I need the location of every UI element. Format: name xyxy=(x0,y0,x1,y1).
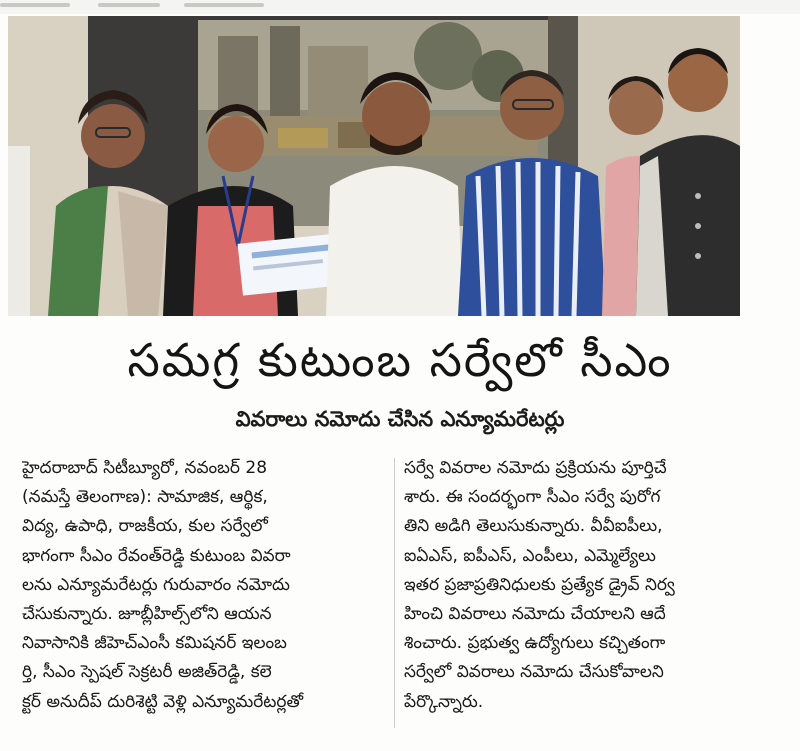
body-line: క్టర్ అనుదీప్ దురిశెట్టి వెళ్లి ఎన్యూమరేటర్లతో xyxy=(22,691,304,712)
body-line: పేర్కొన్నారు. xyxy=(404,691,484,712)
body-line: నివాసానికి జీహెచ్‌ఎంసీ కమిషనర్ ఇలంబ xyxy=(22,633,287,654)
body-line: ఇతర ప్రజాప్రతినిధులకు ప్రత్యేక డ్రైవ్ నిర్వ xyxy=(404,574,675,595)
news-photo xyxy=(8,16,740,316)
body-line: ఐఏఎస్, ఐపీఎస్, ఎంపీలు, ఎమ్మెల్యేలు xyxy=(404,545,656,566)
body-line: చేసుకున్నారు. జూబ్లీహిల్స్‌లోని ఆయన xyxy=(22,604,272,625)
article-body-right-column xyxy=(404,454,760,717)
body-line: (నమస్తే తెలంగాణ): సామాజిక, ఆర్థిక, xyxy=(22,487,268,508)
top-strip-mark xyxy=(0,3,70,7)
body-line: విద్య, ఉపాధి, రాజకీయ, కుల సర్వేలో xyxy=(22,516,268,537)
body-line: సర్వే వివరాల నమోదు ప్రక్రియను పూర్తిచే xyxy=(404,458,667,478)
article-headline: సమగ్ర కుటుంబ సర్వేలో సీఎం xyxy=(127,333,673,387)
top-strip-mark xyxy=(98,3,160,7)
body-line: హించి వివరాలు నమోదు చేయాలని ఆదే xyxy=(404,604,666,625)
body-line: లను ఎన్యూమరేటర్లు గురువారం నమోదు xyxy=(22,574,290,595)
article-body-left-column xyxy=(22,454,387,717)
body-line: శారు. ఈ సందర్భంగా సీఎం సర్వే పురోగ xyxy=(404,487,661,508)
column-divider xyxy=(394,458,395,728)
page-top-strip xyxy=(0,0,800,14)
body-line: ర్తి, సీఎం స్పెషల్ సెక్రటరీ అజిత్‌రెడ్డి, కలె xyxy=(22,662,272,683)
news-photo-illustration xyxy=(8,16,740,316)
body-line: తిని అడిగి తెలుసుకున్నారు. వీవీఐపీలు, xyxy=(404,516,663,537)
body-line: హైదరాబాద్ సిటీబ్యూరో, నవంబర్ 28 xyxy=(22,458,268,478)
body-line: శించారు. ప్రభుత్వ ఉద్యోగులు కచ్చితంగా xyxy=(404,633,666,654)
top-strip-mark xyxy=(184,3,264,7)
article-subheadline: వివరాలు నమోదు చేసిన ఎన్యూమరేటర్లు xyxy=(235,407,565,431)
body-line: భాగంగా సీఎం రేవంత్‌రెడ్డి కుటుంబ వివరా xyxy=(22,545,291,566)
body-line: సర్వేలో వివరాలు నమోదు చేసుకోవాలని xyxy=(404,662,664,683)
